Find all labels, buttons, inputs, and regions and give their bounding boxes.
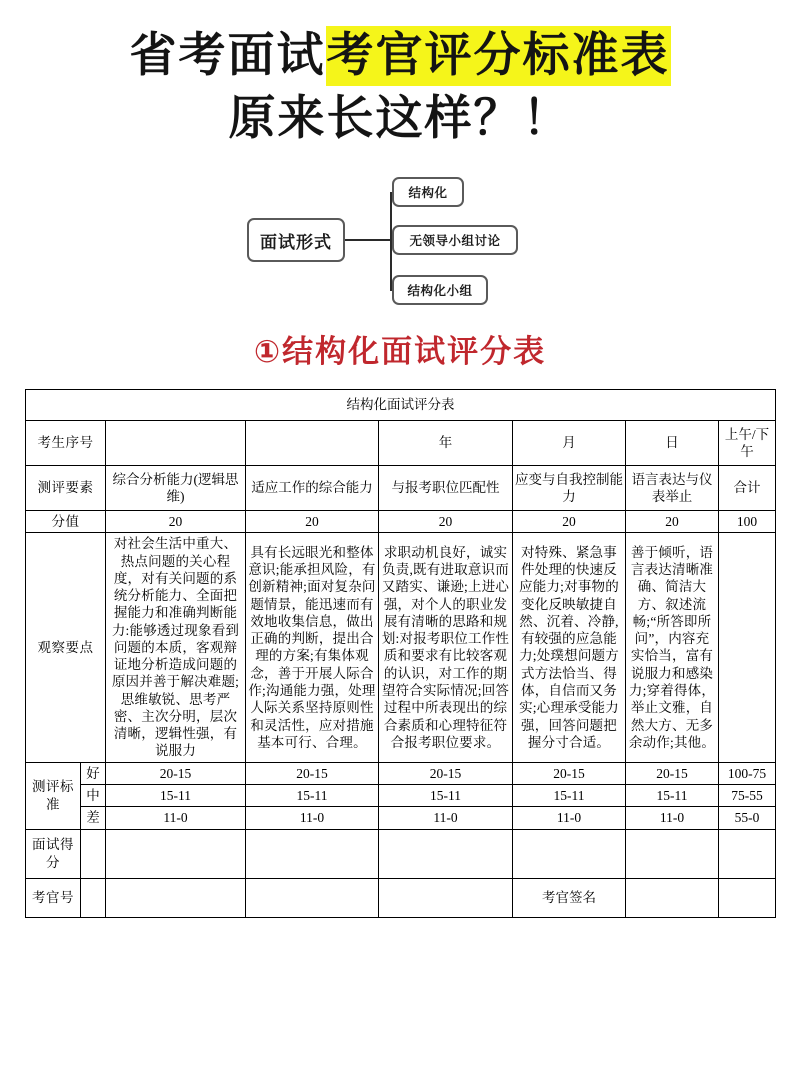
criteria-medium-col-4: 15-11 <box>513 784 626 806</box>
cell-candidate-no-value[interactable] <box>106 421 246 466</box>
criteria-poor-col-2: 11-0 <box>246 807 379 829</box>
row-label-officer-no: 考官号 <box>26 878 81 917</box>
diagram-node-structured-group: 结构化小组 <box>392 275 488 305</box>
points-col-1: 20 <box>106 511 246 533</box>
title-plain-text: 省考面试 <box>129 28 326 83</box>
points-col-5: 20 <box>626 511 719 533</box>
officer-no-grade-blank[interactable] <box>81 878 106 917</box>
row-label-observation: 观察要点 <box>26 533 106 762</box>
criteria-good-col-3: 20-15 <box>379 762 513 784</box>
diagram-node-structured: 结构化 <box>392 177 464 207</box>
diagram-node-leaderless-group: 无领导小组讨论 <box>392 225 518 255</box>
points-col-4: 20 <box>513 511 626 533</box>
officer-no-col-3[interactable] <box>379 878 513 917</box>
score-table-wrapper <box>25 389 775 918</box>
officer-signature-field[interactable] <box>626 878 719 917</box>
interview-format-diagram <box>0 166 800 316</box>
row-label-candidate-no: 考生序号 <box>26 421 106 466</box>
criteria-poor-col-5: 11-0 <box>626 807 719 829</box>
row-label-interview-score: 面试得分 <box>26 829 81 878</box>
element-total-label: 合计 <box>719 466 776 511</box>
cell-month[interactable]: 月 <box>513 421 626 466</box>
table-row <box>26 762 776 784</box>
criteria-poor-total: 55-0 <box>719 807 776 829</box>
officer-no-total[interactable] <box>719 878 776 917</box>
element-work-adaptation: 适应工作的综合能力 <box>246 466 379 511</box>
table-row <box>26 784 776 806</box>
connector-root-horizontal <box>345 239 392 241</box>
element-comprehensive-analysis: 综合分析能力(逻辑思维) <box>106 466 246 511</box>
row-label-points: 分值 <box>26 511 106 533</box>
element-language-demeanor: 语言表达与仪表举止 <box>626 466 719 511</box>
table-row <box>26 807 776 829</box>
page-title-block <box>0 0 800 148</box>
interview-score-col-4[interactable] <box>513 829 626 878</box>
points-col-3: 20 <box>379 511 513 533</box>
table-row <box>26 533 776 762</box>
criteria-medium-col-3: 15-11 <box>379 784 513 806</box>
cell-year[interactable]: 年 <box>379 421 513 466</box>
table-row <box>26 511 776 533</box>
interview-score-total[interactable] <box>719 829 776 878</box>
table-row <box>26 466 776 511</box>
observation-col-3: 求职动机良好，诚实负责,既有进取意识而又踏实、谦逊;上进心强，对个人的职业发展有清晰的思路和规划:对报考职位工作性质和要求有比较客观的认识，对工作的期望符合实际情况;回答过程中所表现出的综合素质和心理特征符合报考职位要求。 <box>379 533 513 762</box>
observation-col-4: 对特殊、紧急事件处理的快速反应能力;对事物的变化反映敏捷自然、沉着、冷静,有较强的应急能力;处璞想问题方式方法恰当、得体，自信而又务实;心理承受能力强，回答问题把握分寸合适。 <box>513 533 626 762</box>
criteria-poor-col-4: 11-0 <box>513 807 626 829</box>
observation-col-2: 具有长远眼光和整体意识;能承担风险，有创新精神;面对复杂问题情景，能迅速而有效地收集信息，做出正确的判断，提出合理的方案;有集体观念，善于开展人际合作;沟通能力强，处理人际关系坚持原则性和灵活性，应对措施基本可行、合理。 <box>246 533 379 762</box>
criteria-grade-poor: 差 <box>81 807 106 829</box>
section-heading: ①结构化面试评分表 <box>253 334 547 370</box>
criteria-grade-good: 好 <box>81 762 106 784</box>
officer-no-col-1[interactable] <box>106 878 246 917</box>
page-title-line-2: 原来长这样？！ <box>228 91 572 146</box>
page-title-line-1 <box>0 26 800 86</box>
element-adaptability-self-control: 应变与自我控制能力 <box>513 466 626 511</box>
element-position-match: 与报考职位匹配性 <box>379 466 513 511</box>
criteria-medium-col-2: 15-11 <box>246 784 379 806</box>
interview-score-col-1[interactable] <box>106 829 246 878</box>
criteria-poor-col-3: 11-0 <box>379 807 513 829</box>
cell-day[interactable]: 日 <box>626 421 719 466</box>
interview-score-grade-blank[interactable] <box>81 829 106 878</box>
officer-no-col-2[interactable] <box>246 878 379 917</box>
criteria-good-col-5: 20-15 <box>626 762 719 784</box>
interview-score-col-5[interactable] <box>626 829 719 878</box>
criteria-good-col-1: 20-15 <box>106 762 246 784</box>
observation-total-empty <box>719 533 776 762</box>
table-caption-row <box>26 390 776 421</box>
criteria-good-total: 100-75 <box>719 762 776 784</box>
interview-score-col-3[interactable] <box>379 829 513 878</box>
row-label-criteria: 测评标准 <box>26 762 81 829</box>
criteria-good-col-4: 20-15 <box>513 762 626 784</box>
observation-col-5: 善于倾听，语言表达清晰准确、简洁大方、叙述流畅;“所答即所问”，内容充实恰当，富有说服力和感染力;穿着得体，举止文雅，自然大方、无多余动作;其他。 <box>626 533 719 762</box>
cell-session[interactable]: 上午/下午 <box>719 421 776 466</box>
table-row <box>26 878 776 917</box>
criteria-poor-col-1: 11-0 <box>106 807 246 829</box>
cell-date-empty[interactable] <box>246 421 379 466</box>
points-total: 100 <box>719 511 776 533</box>
interview-score-col-2[interactable] <box>246 829 379 878</box>
row-label-elements: 测评要素 <box>26 466 106 511</box>
criteria-medium-col-5: 15-11 <box>626 784 719 806</box>
structured-interview-score-table <box>25 389 776 918</box>
officer-signature-label: 考官签名 <box>513 878 626 917</box>
table-row <box>26 421 776 466</box>
points-col-2: 20 <box>246 511 379 533</box>
table-row <box>26 829 776 878</box>
criteria-medium-total: 75-55 <box>719 784 776 806</box>
table-caption: 结构化面试评分表 <box>26 390 776 421</box>
observation-col-1: 对社会生活中重大、热点问题的关心程度，对有关问题的系统分析能力、全面把握能力和准确判断能力:能够透过现象看到问题的本质，客观辩证地分析造成问题的原因并善于解决难题;思维敏锐、思考严密、主次分明，层次清晰，逻辑性强，有说服力 <box>106 533 246 762</box>
criteria-medium-col-1: 15-11 <box>106 784 246 806</box>
diagram-node-root: 面试形式 <box>247 218 345 262</box>
criteria-good-col-2: 20-15 <box>246 762 379 784</box>
criteria-grade-medium: 中 <box>81 784 106 806</box>
title-highlighted-text: 考官评分标准表 <box>326 26 671 86</box>
